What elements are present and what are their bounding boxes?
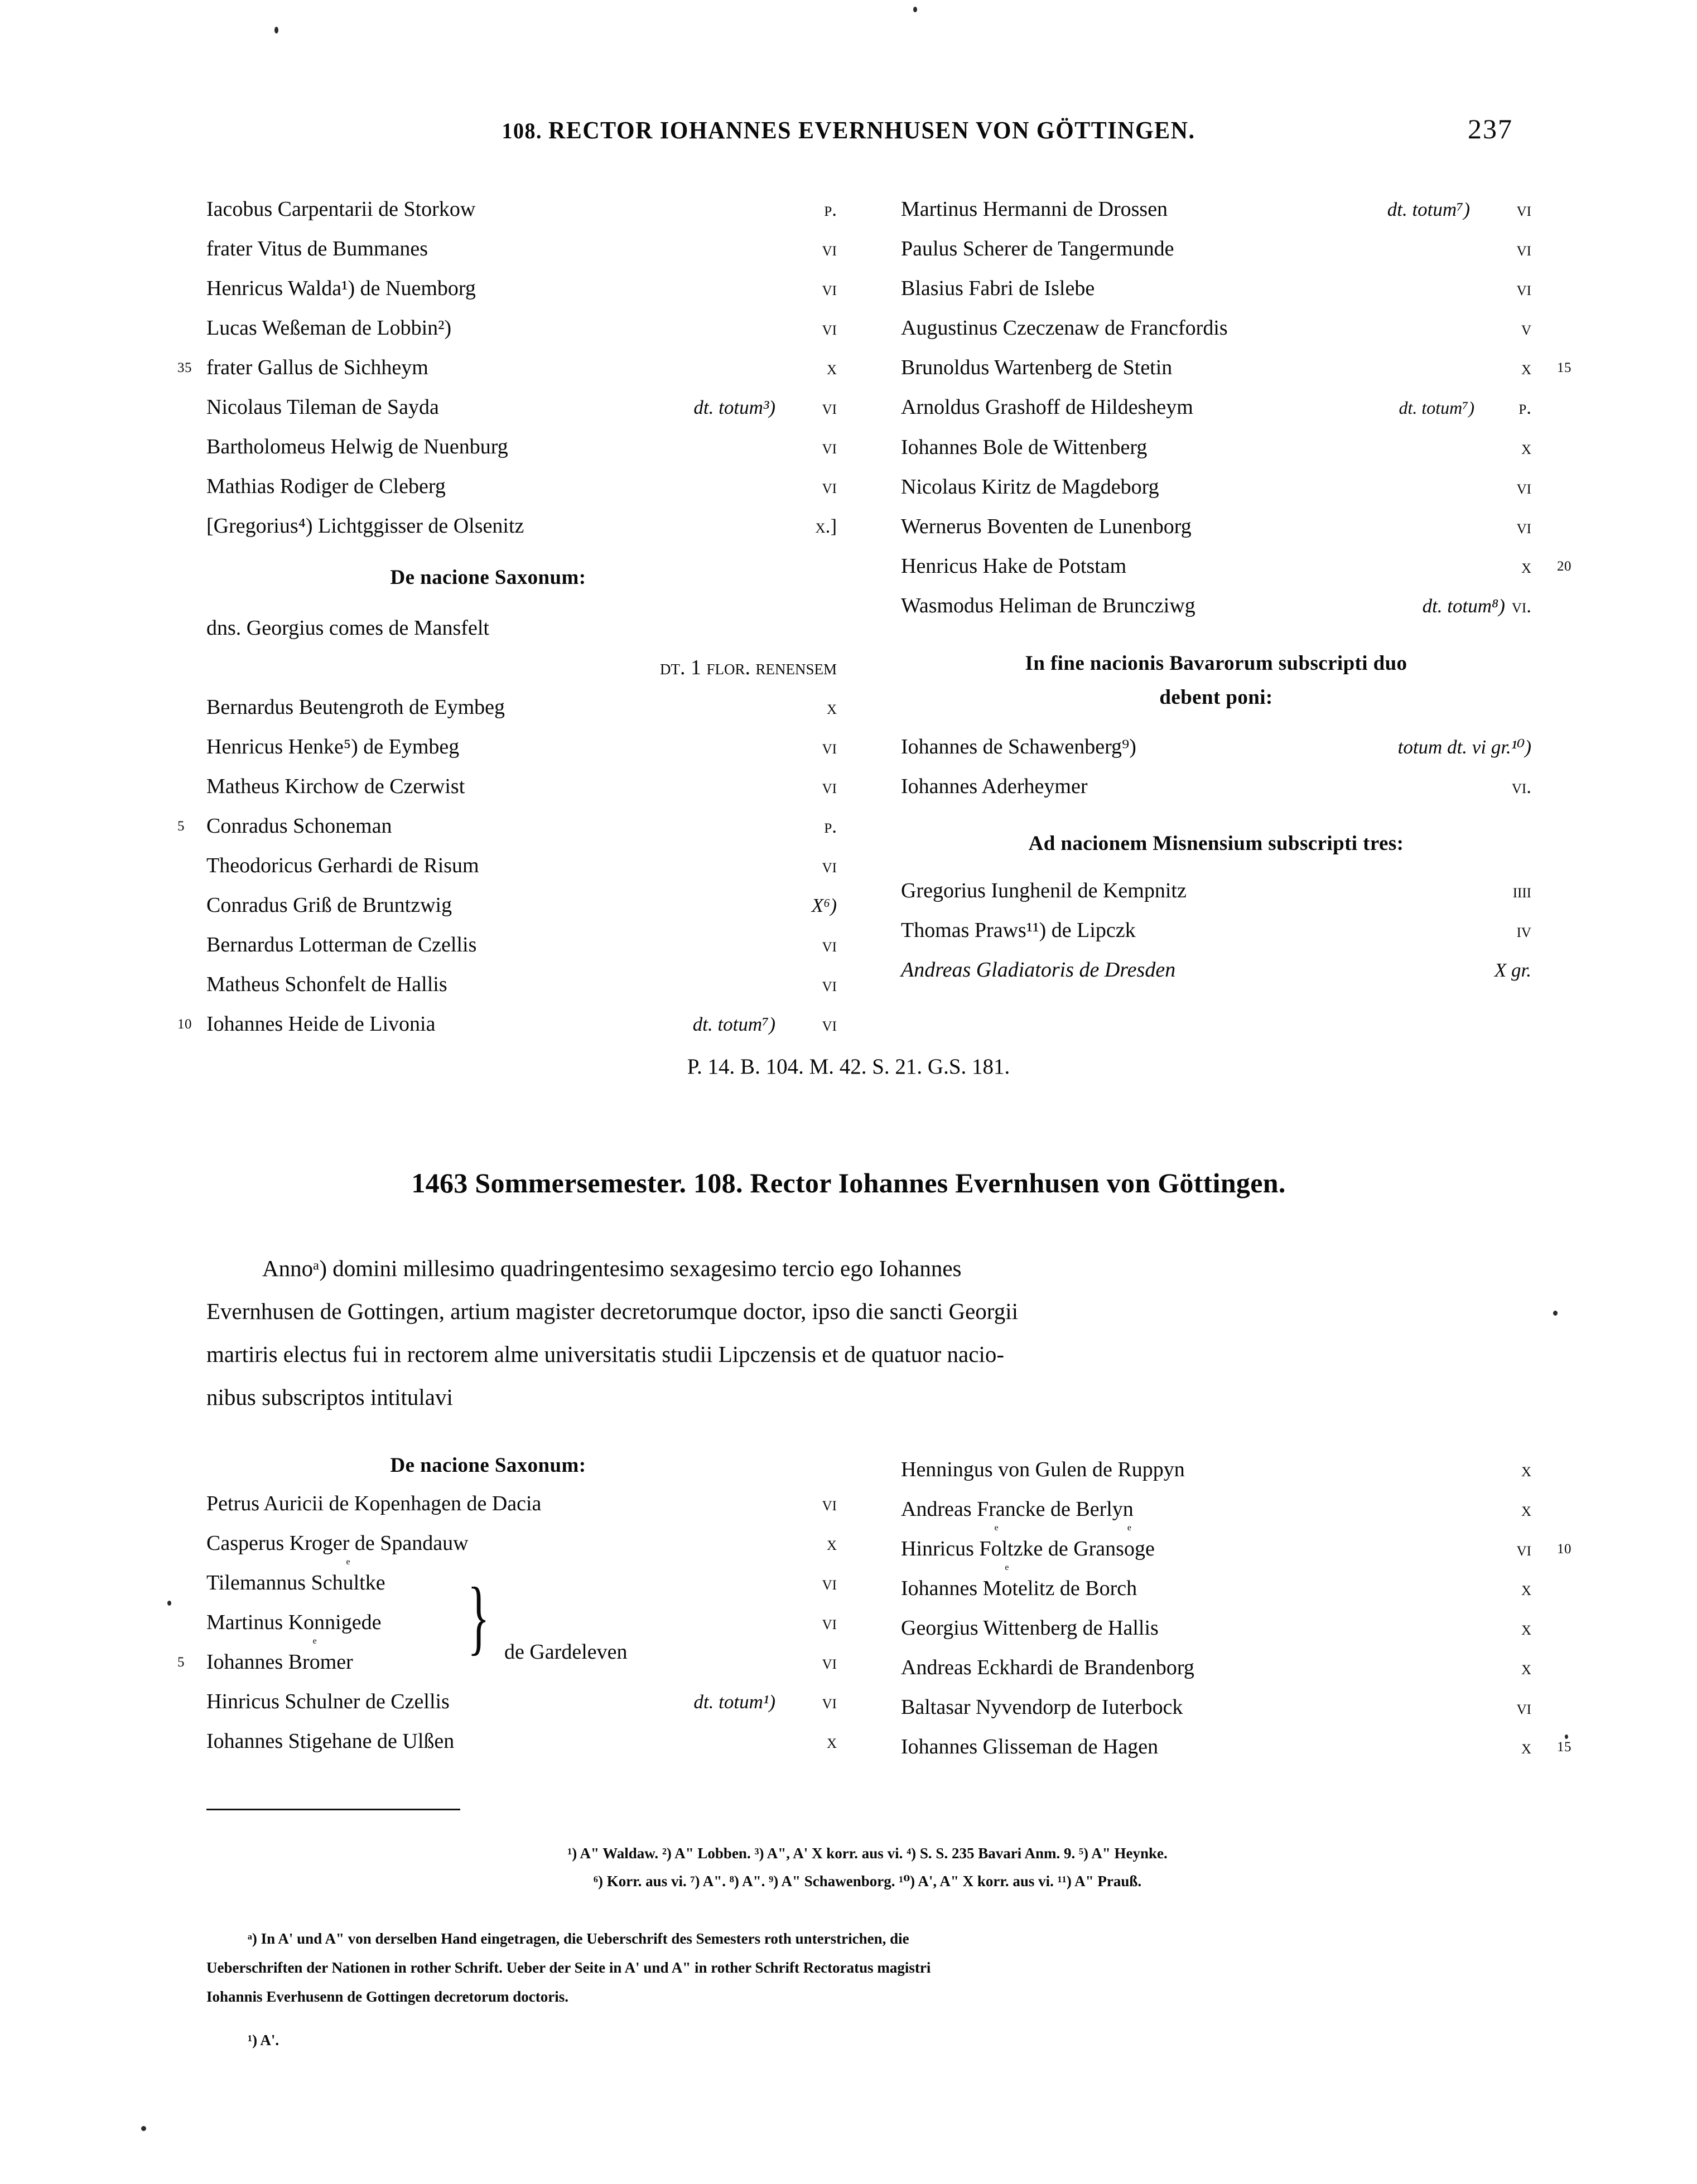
- entry-name: Iohannes Glisseman de Hagen: [901, 1735, 1159, 1758]
- entry-name: Martinus Hermanni de Drossen: [901, 197, 1168, 221]
- entry-row: [901, 388, 1531, 428]
- entry-amount: X gr.: [1494, 959, 1531, 981]
- entry-amount: vi: [822, 238, 837, 260]
- tally-line: P. 14. B. 104. M. 42. S. 21. G.S. 181.: [687, 1055, 1010, 1079]
- entry-amount: x: [1521, 1617, 1531, 1639]
- entry-name: Iohannes Bole de Wittenberg: [901, 436, 1148, 459]
- entry-amount: vi: [822, 1651, 837, 1673]
- entry-amount: vi: [1516, 476, 1531, 498]
- heading-bavarorum-line2: debent poni:: [1159, 686, 1273, 709]
- entry-name: Conradus Griß de Bruntzwig: [206, 893, 452, 917]
- entry-amount: vi: [822, 397, 837, 418]
- heading-misnensium: Ad nacionem Misnensium subscripti tres:: [1028, 832, 1404, 855]
- entry-note: dt. totum⁷): [1387, 199, 1470, 220]
- entry-amount: vi: [1516, 278, 1531, 299]
- entry-amount: vi: [822, 934, 837, 956]
- entry-row: [206, 846, 837, 886]
- entry-row: [206, 925, 837, 965]
- section-heading-saxonum: De nacione Saxonum:: [390, 566, 586, 589]
- entry-name: frater Vitus de Bummanes: [206, 237, 428, 260]
- entry-amount: vi: [822, 1691, 837, 1713]
- entry-row: [206, 1603, 837, 1642]
- entry-row: [901, 1450, 1531, 1490]
- footnote-a-line-3: Iohannis Everhusenn de Gottingen decretorum doctoris.: [206, 1988, 569, 2005]
- entry-amount: vi: [822, 317, 837, 339]
- footnote-a-line-2: Ueberschriften der Nationen in rother Schrift. Ueber der Seite in A' und A" in rother Schrift Rectoratus magistri: [206, 1959, 931, 1976]
- footnote-a: [206, 1924, 1529, 2011]
- entry-amount: vi: [822, 855, 837, 877]
- entry-name: Iohannes Aderheymer: [901, 775, 1088, 798]
- footnote-line-1: ¹) A" Waldaw. ²) A" Lobben. ³) A", A' X korr. aus vi. ⁴) S. S. 235 Bavari Anm. 9. ⁵) A" Heynke.: [567, 1845, 1168, 1862]
- diacritic-superscript-e: o e: [309, 1636, 320, 1674]
- line-number: 5: [177, 819, 185, 834]
- entry-name: Mathias Rodiger de Cleberg: [206, 475, 446, 498]
- footnote-b: ¹) A'.: [248, 2032, 279, 2048]
- entry-row: [206, 1484, 837, 1524]
- entry-name: Henricus Hake de Potstam: [901, 554, 1127, 578]
- entry-row: [206, 427, 837, 467]
- entry-name: Bartholomeus Helwig de Nuenburg: [206, 435, 508, 458]
- entry-name: Bernardus Lotterman de Czellis: [206, 933, 477, 956]
- entry-row: [901, 1523, 1571, 1569]
- entry-amount: vi: [822, 1612, 837, 1634]
- entry-name: Iohannes Heide de Livonia: [206, 1012, 436, 1036]
- entry-row: [177, 806, 837, 846]
- entry-amount: x: [826, 1533, 837, 1554]
- entry-name: dns. Georgius comes de Mansfelt: [206, 616, 489, 640]
- entry-row: [901, 871, 1531, 911]
- entry-name: Casperus Kroger de Spandauw: [206, 1531, 469, 1555]
- entry-row: [901, 308, 1531, 348]
- entry-amount: x: [1521, 1657, 1531, 1679]
- entry-row: [901, 1688, 1531, 1727]
- entry-amount: x: [1521, 437, 1531, 458]
- entry-name: Tilemannus Schu e ltke: [206, 1563, 385, 1603]
- entry-row: [901, 1727, 1571, 1767]
- entry-row: [901, 1648, 1531, 1688]
- entry-amount: vi: [1516, 516, 1531, 538]
- entry-amount: vi: [1516, 238, 1531, 260]
- scan-speck: [141, 2126, 146, 2131]
- entry-note: dt. totum¹): [693, 1691, 775, 1713]
- entry-row-count: [206, 608, 837, 648]
- entry-row: [901, 1608, 1531, 1648]
- entry-row: [206, 886, 837, 925]
- entry-amount: iiii: [1512, 880, 1531, 902]
- entry-amount: vi: [1516, 1538, 1531, 1560]
- entry-row: [901, 950, 1531, 990]
- entry-amount: vi: [822, 1572, 837, 1594]
- diacritic-superscript-e: o e: [1001, 1563, 1013, 1600]
- bottom-right-column: [901, 1450, 1571, 1767]
- top-right-column: [901, 190, 1571, 990]
- entry-row: [901, 727, 1531, 767]
- entry-name: Martinus Konnigede: [206, 1611, 382, 1634]
- entry-name: Andreas Francke de Berlyn: [901, 1497, 1134, 1521]
- entry-note: totum dt. vi gr.¹⁰): [1397, 736, 1531, 758]
- line-number: 10: [177, 1017, 192, 1032]
- entry-amount: vi: [1516, 199, 1531, 220]
- entry-amount: v: [1521, 317, 1531, 339]
- entry-row: [206, 1722, 837, 1761]
- entry-amount: vi: [822, 1013, 837, 1035]
- bottom-left-column: [177, 1447, 837, 1761]
- entry-amount: vi: [1516, 1697, 1531, 1718]
- scan-speck: [274, 27, 278, 33]
- entry-row: [901, 229, 1531, 269]
- entry-amount: p.: [824, 199, 837, 220]
- entry-amount: vi: [822, 1493, 837, 1515]
- entry-name: Brunoldus Wartenberg de Stetin: [901, 356, 1173, 379]
- body-paragraph: [206, 1247, 1529, 1419]
- entry-name: Andreas Eckhardi de Brandenborg: [901, 1656, 1194, 1679]
- body-line-3: martiris electus fui in rectorem alme universitatis studii Lipczensis et de quatuor nacio-: [206, 1341, 1004, 1367]
- entry-name: Georgius Wittenberg de Hallis: [901, 1616, 1159, 1640]
- body-line-1: Annoᵃ) domini millesimo quadringentesimo sexagesimo tercio ego Iohannes: [262, 1255, 962, 1281]
- body-line-4: nibus subscriptos intitulavi: [206, 1384, 453, 1410]
- entry-name: Henricus Walda¹) de Nuemborg: [206, 277, 476, 300]
- group-brace: }: [467, 1571, 490, 1663]
- line-number: 5: [177, 1655, 185, 1670]
- entry-name: Iacobus Carpentarii de Storkow: [206, 197, 476, 221]
- entry-row: [206, 467, 837, 506]
- entry-amount: vi: [822, 974, 837, 996]
- top-left-column: [177, 190, 837, 1044]
- entry-name: Henningus von Gulen de Ruppyn: [901, 1458, 1185, 1481]
- entry-name: [Gregorius⁴) Lichtggisser de Olsenitz: [206, 514, 524, 538]
- entry-name: Wasmodus Heliman de Bruncziwg: [901, 594, 1195, 617]
- entry-amount: vi: [822, 736, 837, 758]
- entry-row: [206, 269, 837, 308]
- entry-amount: x: [1521, 555, 1531, 577]
- entry-name: Petrus Auricii de Kopenhagen de Dacia: [206, 1492, 542, 1515]
- entry-row: [901, 507, 1531, 547]
- entry-name: Andreas Gladiatoris de Dresden: [901, 958, 1176, 982]
- entry-row: [901, 1563, 1531, 1608]
- line-number: 10: [1557, 1542, 1571, 1557]
- entry-name: frater Gallus de Sichheym: [206, 356, 428, 379]
- entry-amount: x: [1521, 1459, 1531, 1481]
- line-number: 20: [1557, 559, 1571, 574]
- entry-name: Iohannes Bro e mer: [206, 1642, 353, 1682]
- entry-amount: x.]: [815, 515, 837, 537]
- entry-row: [206, 688, 837, 727]
- entry-name: Matheus Kirchow de Czerwist: [206, 775, 465, 798]
- entry-amount: x: [826, 697, 837, 718]
- entry-amount: vi: [822, 776, 837, 798]
- entry-amount: x: [1521, 1499, 1531, 1520]
- entry-amount: x: [826, 357, 837, 379]
- entry-row: [206, 506, 837, 546]
- entry-note: dt. totum⁷): [1399, 398, 1474, 418]
- entry-row: [177, 1004, 837, 1044]
- entry-name: Wernerus Boventen de Lunenborg: [901, 515, 1192, 538]
- entry-name: Paulus Scherer de Tangermunde: [901, 237, 1174, 260]
- entry-row: [206, 229, 837, 269]
- entry-note: dt. totum⁷): [692, 1013, 775, 1035]
- running-head: [0, 113, 1697, 151]
- entry-amount: x: [1521, 1736, 1531, 1758]
- entry-row: [177, 348, 837, 388]
- entry-row: [206, 388, 837, 427]
- entry-row: [206, 1682, 837, 1722]
- running-head-title: [0, 117, 1697, 145]
- entry-row: [206, 308, 837, 348]
- entry-name: Iohannes Mo e telitz de Borch: [901, 1569, 1137, 1608]
- entry-name: Blasius Fabri de Islebe: [901, 277, 1095, 300]
- entry-row: [901, 428, 1531, 467]
- entry-name: Thomas Praws¹¹) de Lipczk: [901, 919, 1136, 942]
- entry-amount: p.: [824, 815, 837, 837]
- entry-name: Hinricus Schulner de Czellis: [206, 1690, 450, 1713]
- entry-name: Henricus Henke⁵) de Eymbeg: [206, 735, 460, 758]
- entry-row: [901, 190, 1531, 229]
- diacritic-superscript-e: o e: [1124, 1523, 1135, 1560]
- heading-bavarorum-line1: In fine nacionis Bavarorum subscripti duo: [1025, 652, 1407, 675]
- footnote-a-line-1: ᵃ) In A' und A" von derselben Hand eingetragen, die Ueberschrift des Semesters roth unterstrichen, die: [248, 1930, 909, 1947]
- entry-note: dt. totum⁸): [1422, 595, 1505, 617]
- body-line-2: Evernhusen de Gottingen, artium magister decretorumque doctor, ipso die sancti Georgii: [206, 1298, 1018, 1324]
- entry-row: [206, 767, 837, 806]
- entry-row: [206, 727, 837, 767]
- entry-row: [206, 965, 837, 1004]
- entry-name: Arnoldus Grashoff de Hildesheym: [901, 395, 1193, 419]
- entry-note: dt. totum³): [693, 397, 775, 418]
- entry-name: Iohannes de Schawenberg⁹): [901, 735, 1136, 758]
- entry-name: Hinricus Fo e ltzke de Granso e ge: [901, 1529, 1155, 1569]
- entry-amount: x: [1521, 357, 1531, 379]
- entry-name: Lucas Weßeman de Lobbin²): [206, 316, 452, 340]
- line-number: 15: [1557, 1740, 1571, 1755]
- entry-amount: vi: [822, 476, 837, 497]
- entry-name: Matheus Schonfelt de Hallis: [206, 973, 447, 996]
- section-heading-saxonum-2: De nacione Saxonum:: [390, 1454, 586, 1477]
- diacritic-superscript-e: u e: [343, 1557, 354, 1594]
- entry-row: [901, 348, 1571, 388]
- entry-amount: p.: [1518, 397, 1531, 418]
- scan-speck: [913, 7, 917, 12]
- entry-row: [206, 1557, 837, 1603]
- scan-speck: [1553, 1311, 1558, 1316]
- diacritic-superscript-e: o e: [991, 1523, 1002, 1560]
- entry-row: [901, 547, 1571, 586]
- entry-amount: vi: [822, 436, 837, 458]
- entry-amount: iv: [1516, 920, 1531, 941]
- group-brace-label: de Gardeleven: [504, 1640, 628, 1664]
- entry-name: Augustinus Czeczenaw de Francfordis: [901, 316, 1228, 340]
- entry-row: [901, 767, 1531, 806]
- entry-name: Theodoricus Gerhardi de Risum: [206, 854, 479, 877]
- entry-row-count-amount: [206, 648, 837, 688]
- entry-row: [206, 1524, 837, 1563]
- page-number: 237: [1468, 113, 1513, 144]
- entry-amount: x: [1521, 1578, 1531, 1600]
- entry-row: [901, 467, 1531, 507]
- entry-amount: X⁶): [811, 895, 837, 916]
- entry-name: Conradus Schoneman: [206, 814, 392, 838]
- entry-row: [901, 269, 1531, 308]
- entry-amount: vi: [822, 278, 837, 299]
- entry-name: Iohannes Stigehane de Ulßen: [206, 1729, 455, 1753]
- scan-speck: [167, 1601, 171, 1606]
- entry-row: [901, 586, 1531, 626]
- entry-amount: x: [826, 1731, 837, 1752]
- entry-name: Baltasar Nyvendorp de Iuterbock: [901, 1695, 1183, 1719]
- running-head-text: RECTOR IOHANNES EVERNHUSEN VON GÖTTINGEN.: [548, 117, 1195, 144]
- line-number: 35: [177, 360, 192, 375]
- running-head-number: 108.: [502, 118, 542, 144]
- entry-name: Bernardus Beutengroth de Eymbeg: [206, 695, 505, 719]
- entry-amount: vi.: [1511, 776, 1531, 798]
- entry-amount: dt. 1 flor. renensem: [659, 656, 837, 679]
- entry-row: [206, 190, 837, 229]
- footnote-rule: [206, 1809, 460, 1810]
- entry-name: Nicolaus Tileman de Sayda: [206, 395, 439, 419]
- line-number: 15: [1557, 360, 1571, 375]
- entry-amount: vi.: [1511, 595, 1531, 617]
- entry-name: Gregorius Iunghenil de Kempnitz: [901, 879, 1187, 902]
- footnote-line-2: ⁶) Korr. aus vi. ⁷) A". ⁸) A". ⁹) A" Schawenborg. ¹⁰) A', A" X korr. aus vi. ¹¹) A" Prauß.: [593, 1873, 1142, 1890]
- entry-name: Nicolaus Kiritz de Magdeborg: [901, 475, 1159, 499]
- semester-heading: 1463 Sommersemester. 108. Rector Iohannes Evernhusen von Göttingen.: [411, 1167, 1286, 1199]
- entry-row: [901, 911, 1531, 950]
